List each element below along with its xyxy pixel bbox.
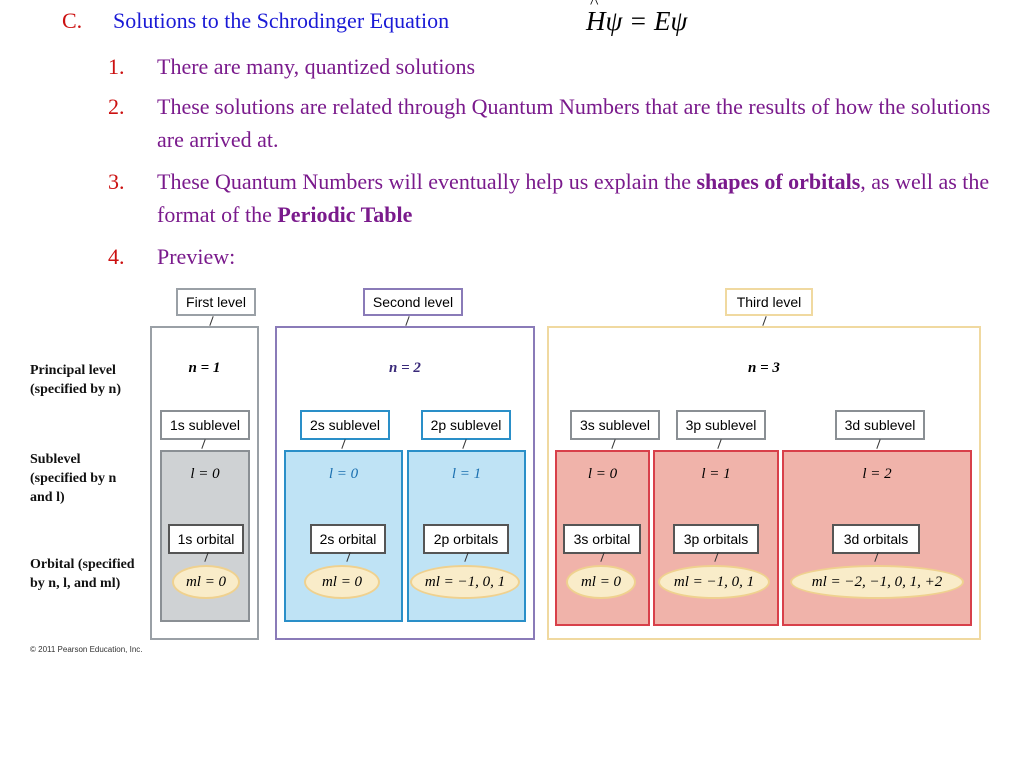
ml-value-1s: ml = 0: [172, 565, 240, 599]
sublevel-3d-label: 3d sublevel: [835, 410, 925, 440]
item-number: 4.: [108, 244, 125, 269]
item-text: There are many, quantized solutions: [157, 54, 476, 79]
ml-value-2p: ml = −1, 0, 1: [410, 565, 520, 599]
heading-letter: C.: [62, 8, 83, 33]
orbital-2p-label: 2p orbitals: [423, 524, 509, 554]
sublevel-label: Sublevel (specified by n and l): [30, 452, 117, 505]
item-number: 1.: [108, 54, 125, 79]
equation-rest: ψ = Eψ: [605, 6, 688, 36]
orbital-3s-label: 3s orbital: [563, 524, 641, 554]
principal-level-label: Principal level (specified by n): [30, 363, 121, 397]
item-text-part: , as well as the format of the: [157, 169, 990, 227]
orbital-label: Orbital (specified by n, l, and ml): [30, 557, 135, 591]
item-text: Preview:: [157, 244, 236, 269]
bold-shapes-of-orbitals: shapes of orbitals: [696, 169, 861, 194]
ml-value-3d: ml = −2, −1, 0, 1, +2: [790, 565, 964, 599]
orbital-3p-label: 3p orbitals: [673, 524, 759, 554]
heading-text: Solutions to the Schrodinger Equation: [113, 8, 450, 33]
item-text: These solutions are related through Quantum Numbers that are the results of how the solutions are arrived at.: [157, 94, 991, 152]
item-number: 3.: [108, 169, 125, 194]
l-value-3p: l = 1: [701, 466, 731, 482]
item-text: [157, 165, 997, 231]
bold-periodic-table: Periodic Table: [277, 202, 413, 227]
l-value-2s: l = 0: [328, 466, 359, 482]
n-value-2: n = 2: [389, 360, 421, 376]
ml-value-2s: ml = 0: [304, 565, 380, 599]
l-value-3s: l = 0: [587, 466, 618, 482]
slide-heading: [62, 8, 449, 34]
sublevel-1s-label: 1s sublevel: [160, 410, 250, 440]
hamiltonian-symbol: ^ H: [586, 6, 606, 37]
connector: [209, 316, 213, 326]
level-3-label: Third level: [725, 288, 813, 316]
sublevel-3p-label: 3p sublevel: [676, 410, 766, 440]
ml-value-3s: ml = 0: [566, 565, 636, 599]
orbital-1s-label: 1s orbital: [168, 524, 244, 554]
l-value-2p: l = 1: [451, 466, 482, 482]
item-number: 2.: [108, 94, 125, 119]
ml-value-3p: ml = −1, 0, 1: [658, 565, 770, 599]
connector: [405, 316, 409, 326]
n-value-3: n = 3: [748, 360, 780, 376]
orbital-2s-label: 2s orbital: [310, 524, 386, 554]
copyright-notice: © 2011 Pearson Education, Inc.: [30, 645, 143, 654]
l-value-1s: l = 0: [190, 466, 220, 482]
level-1-label: First level: [176, 288, 256, 316]
sublevel-2s-label: 2s sublevel: [300, 410, 390, 440]
item-text-part: These Quantum Numbers will eventually help us explain the: [157, 169, 697, 194]
connector: [762, 316, 766, 326]
n-value-1: n = 1: [188, 360, 221, 376]
l-value-3d: l = 2: [862, 466, 892, 482]
schrodinger-equation: [586, 6, 687, 37]
orbital-3d-label: 3d orbitals: [832, 524, 920, 554]
sublevel-3s-label: 3s sublevel: [570, 410, 660, 440]
sublevel-2p-label: 2p sublevel: [421, 410, 511, 440]
level-2-label: Second level: [363, 288, 463, 316]
